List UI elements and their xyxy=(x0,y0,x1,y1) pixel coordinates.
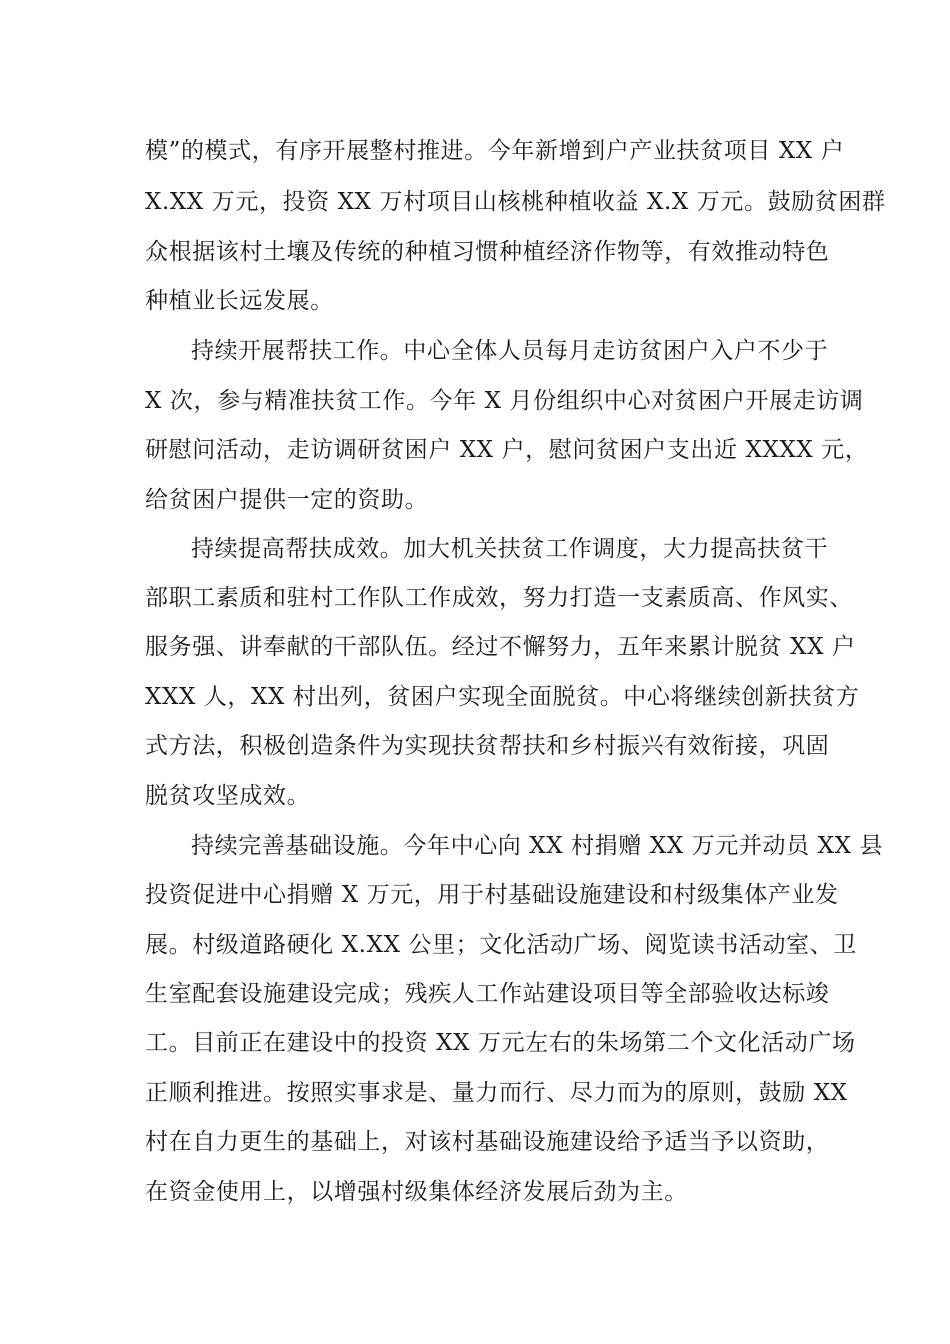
paragraph-4-line-4: 生室配套设施建设完成；残疾人工作站建设项目等全部验收达标竣 xyxy=(145,981,830,1007)
paragraph-4-line-5: 工。目前正在建设中的投资 XX 万元左右的朱场第二个文化活动广场 xyxy=(145,1030,856,1056)
paragraph-4-line-1: 持续完善基础设施。今年中心向 XX 村捐赠 XX 万元并动员 XX 县 xyxy=(191,833,884,859)
paragraph-3-line-6: 脱贫攻坚成效。 xyxy=(145,783,311,809)
paragraph-3-line-2: 部职工素质和驻村工作队工作成效，努力打造一支素质高、作风实、 xyxy=(145,585,853,611)
paragraph-1-line-4: 种植业长远发展。 xyxy=(145,288,334,314)
paragraph-4-line-7: 村在自力更生的基础上，对该村基础设施建设给予适当予以资助， xyxy=(145,1129,830,1155)
paragraph-2-line-3: 研慰问活动，走访调研贫困户 XX 户，慰问贫困户支出近 XXXX 元， xyxy=(145,437,869,463)
paragraph-2-line-4: 给贫困户提供一定的资助。 xyxy=(145,487,429,513)
paragraph-4-line-8: 在资金使用上，以增强村级集体经济发展后劲为主。 xyxy=(145,1179,688,1205)
paragraph-1-line-3: 众根据该村土壤及传统的种植习惯种植经济作物等，有效推动特色 xyxy=(145,239,830,265)
paragraph-2-line-2: X 次，参与精准扶贫工作。今年 X 月份组织中心对贫困户开展走访调 xyxy=(145,388,864,414)
paragraph-3-line-3: 服务强、讲奉献的干部队伍。经过不懈努力，五年来累计脱贫 XX 户 xyxy=(145,634,856,660)
paragraph-4-line-6: 正顺利推进。按照实事求是、量力而行、尽力而为的原则，鼓励 XX xyxy=(145,1080,848,1106)
paragraph-4-line-3: 展。村级道路硬化 X.XX 公里；文化活动广场、阅览读书活动室、卫 xyxy=(145,932,857,958)
paragraph-1-line-1: 模”的模式，有序开展整村推进。今年新增到户产业扶贫项目 XX 户 xyxy=(145,138,845,164)
paragraph-3-line-5: 式方法，积极创造条件为实现扶贫帮扶和乡村振兴有效衔接，巩固 xyxy=(145,733,830,759)
paragraph-3-line-1: 持续提高帮扶成效。加大机关扶贫工作调度，大力提高扶贫干 xyxy=(191,536,829,562)
paragraph-2-line-1: 持续开展帮扶工作。中心全体人员每月走访贫困户入户不少于 xyxy=(191,338,829,364)
paragraph-3-line-4: XXX 人，XX 村出列，贫困户实现全面脱贫。中心将继续创新扶贫方 xyxy=(145,684,860,710)
paragraph-4-line-2: 投资促进中心捐赠 X 万元，用于村基础设施建设和村级集体产业发 xyxy=(145,882,839,908)
paragraph-1-line-2: X.XX 万元，投资 XX 万村项目山核桃种植收益 X.X 万元。鼓励贫困群 xyxy=(145,189,886,215)
